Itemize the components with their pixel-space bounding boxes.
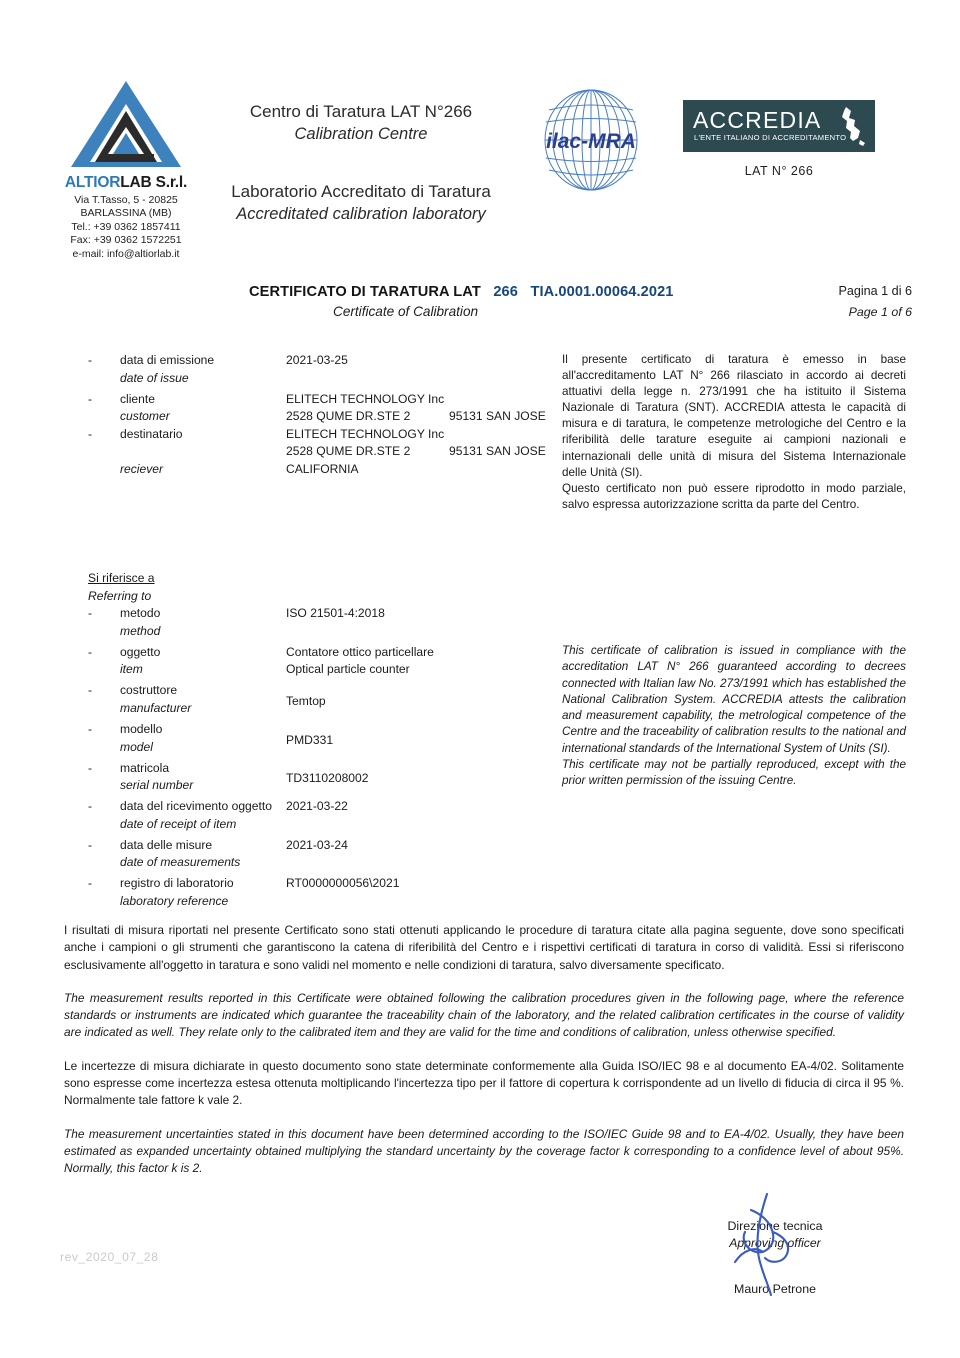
- referring-label-it: registro di laboratorio: [120, 876, 234, 891]
- certificate-number: TIA.0001.00064.2021: [530, 284, 674, 300]
- bullet: -: [88, 760, 93, 775]
- address-line-1: Via T.Tasso, 5 - 20825: [74, 194, 178, 206]
- referring-label-it: modello: [120, 721, 163, 736]
- detail-row-date-of-issue-en: [88, 370, 558, 391]
- referring-row-method: [88, 605, 558, 623]
- ilac-mra-logo: [532, 86, 650, 194]
- bullet: -: [88, 606, 93, 621]
- referring-label-it: data delle misure: [120, 837, 213, 852]
- referring-value-measurement-date: 2021-03-24: [286, 837, 348, 852]
- detail-row-receiver-address: [88, 443, 558, 461]
- detail-value-date-of-issue: 2021-03-25: [286, 353, 348, 367]
- referring-value-item-en: Optical particle counter: [286, 662, 410, 677]
- certificate-title-row: [0, 284, 960, 332]
- referring-label-en: item: [120, 662, 143, 677]
- referring-row-measurement: [88, 837, 558, 855]
- referring-row-receipt-en: [88, 816, 558, 837]
- accredia-box: [683, 100, 875, 152]
- certificate-title-label: CERTIFICATO DI TARATURA LAT: [249, 284, 481, 300]
- referring-row-item: [88, 644, 558, 662]
- detail-row-receiver: [88, 426, 558, 444]
- referring-row-lab-ref-en: [88, 893, 558, 914]
- referring-label-en: serial number: [120, 778, 194, 793]
- italy-map-icon: [838, 105, 868, 147]
- detail-value-receiver-city: 95131 SAN JOSE: [449, 444, 546, 459]
- referring-label-en: model: [120, 739, 153, 754]
- bullet: -: [88, 353, 93, 367]
- footer-paragraph-it-1: I risultati di misura riportati nel presente Certificato sono stati ottenuti applicando le procedure di taratura citate alla pagina seguente, dove sono specificati anche i campioni o gli strumenti che garantiscono la catena di riferibilità del Centro e i rispettivi certificati di taratura in corso di validità. Essi si riferiscono esclusivamente all'oggetto in taratura e sono validi nel momento e nelle condizioni di taratura, salvo diversamente specificato.: [64, 923, 904, 972]
- accreditation-notice-it-p1: Il presente certificato di taratura è emesso in base all'accreditamento LAT N° 266 rilasciato in accordo ai decreti attuativi della legge n. 273/1991 che ha istituito il Sistema Nazionale di Taratura (SNT). ACCREDIA attesta le capacità di misura e di taratura, le competenze metrologiche del Centro e la riferibilità delle tarature eseguite ai campioni nazionali e internazionali delle unità di misura del Sistema Internazionale delle Unità (SI).: [562, 353, 906, 479]
- company-name-blue: ALTIOR: [64, 174, 121, 191]
- referring-label-en: method: [120, 623, 161, 638]
- bullet: -: [88, 391, 93, 406]
- accredia-logo: [683, 100, 875, 178]
- footer-paragraph-en-2: The measurement uncertainties stated in this document have been determined according to the ISO/IEC Guide 98 and to EA-4/02. Usually, they have been estimated as expanded uncertainty obtained multiplying the standard uncertainty by the coverage factor k corresponding to a confidence level of about 95%. Normally, this factor k is 2.: [64, 1126, 904, 1176]
- referring-value-serial: TD3110208002: [286, 771, 369, 786]
- detail-value-receiver-street: 2528 QUME DR.STE 2: [286, 444, 411, 459]
- referring-head-en: Referring to: [88, 588, 152, 603]
- accreditation-notice-it-p2: Questo certificato non può essere riprodotto in modo parziale, salvo espressa autorizzazione scritta da parte del Centro.: [562, 481, 906, 511]
- detail-label-en: date of issue: [120, 370, 189, 385]
- certificate-title-en: Certificate of Calibration: [333, 304, 479, 319]
- address-line-5: e-mail: info@altiorlab.it: [72, 247, 180, 260]
- referring-row-method-en: [88, 623, 558, 644]
- referring-to-block: [88, 570, 558, 914]
- header-titles: [196, 100, 526, 226]
- bullet: -: [88, 683, 93, 698]
- page-indicator-en: Page 1 of 6: [848, 305, 912, 319]
- referring-value-lab-ref: RT0000000056\2021: [286, 876, 400, 891]
- referring-label-it: data del ricevimento oggetto: [120, 799, 272, 814]
- signature-name: Mauro Petrone: [734, 1282, 816, 1296]
- detail-label-it: data di emissione: [120, 353, 215, 367]
- accreditation-notice-en-p2: This certificate may not be partially reproduced, except with the prior written permission of the issuing Centre.: [562, 758, 906, 788]
- document-header: [0, 78, 960, 268]
- page-indicator-it: Pagina 1 di 6: [838, 284, 912, 298]
- referring-head-it-row: [88, 570, 558, 588]
- signature-role-en: Approving officer: [729, 1236, 821, 1250]
- bullet: -: [88, 721, 93, 736]
- ilac-mra-text: ilac-MRA: [546, 130, 636, 153]
- referring-label-it: metodo: [120, 606, 161, 621]
- referring-label-en: laboratory reference: [120, 893, 229, 908]
- accredia-tagline: L'ENTE ITALIANO DI ACCREDITAMENTO: [694, 133, 847, 142]
- referring-label-it: costruttore: [120, 683, 178, 698]
- lab-title-en: Accreditated calibration laboratory: [236, 205, 486, 223]
- signature-block: [655, 1218, 895, 1296]
- address-line-3: Tel.: +39 0362 1857411: [71, 220, 181, 233]
- altiorlab-triangle-logo: [68, 78, 184, 170]
- detail-row-date-of-issue: [88, 352, 558, 370]
- address-line-2: BARLASSINA (MB): [80, 207, 172, 220]
- bullet: -: [88, 837, 93, 852]
- referring-value-receipt-date: 2021-03-22: [286, 799, 348, 814]
- detail-value-receiver-name: ELITECH TECHNOLOGY Inc: [286, 426, 445, 441]
- detail-value-customer-street: 2528 QUME DR.STE 2: [286, 409, 411, 424]
- referring-label-en: manufacturer: [120, 700, 192, 715]
- signature-role-it: Direzione tecnica: [727, 1219, 823, 1233]
- lab-title-it: Laboratorio Accreditato di Taratura: [231, 182, 491, 201]
- referring-row-manufacturer-en: [88, 693, 558, 721]
- accreditation-notice-en: [562, 643, 906, 790]
- detail-row-customer: [88, 391, 558, 409]
- issue-details-block: [88, 352, 558, 479]
- accreditation-notice-en-p1: This certificate of calibration is issued in compliance with the accreditation LAT N° 266 guaranteed according to decrees connected with Italian law No. 273/1991 which has established the National Calibration System. ACCREDIA attests the calibration and measurement capability, the metrological competence of the Centre and the traceability of calibration results to the national and international standards of the International System of Units (SI).: [562, 644, 906, 755]
- footer-paragraphs: [64, 922, 904, 1194]
- bullet: -: [88, 876, 93, 891]
- referring-row-receipt: [88, 798, 558, 816]
- detail-value-customer-city: 95131 SAN JOSE: [449, 409, 546, 424]
- company-name-dark: LAB S.r.l.: [120, 174, 188, 191]
- detail-label-it: cliente: [120, 391, 155, 406]
- certificate-lat-code: 266: [493, 284, 518, 300]
- detail-value-receiver-state: CALIFORNIA: [286, 461, 359, 476]
- referring-value-manufacturer: Temtop: [286, 693, 326, 708]
- centre-title-en: Calibration Centre: [294, 125, 428, 143]
- detail-label-en: reciever: [120, 461, 164, 476]
- referring-row-item-en: [88, 661, 558, 682]
- address-line-4: Fax: +39 0362 1572251: [70, 234, 182, 247]
- referring-label-en: date of receipt of item: [120, 816, 237, 831]
- bullet: -: [88, 644, 93, 659]
- referring-head-it: Si riferisce a: [88, 571, 155, 585]
- referring-row-measurement-en: [88, 854, 558, 875]
- referring-value-method: ISO 21501-4:2018: [286, 606, 385, 621]
- bullet: -: [88, 426, 93, 441]
- accreditation-notice-it: [562, 352, 906, 513]
- referring-row-serial-en: [88, 771, 558, 798]
- detail-row-customer-address: [88, 408, 558, 426]
- referring-label-it: oggetto: [120, 644, 161, 659]
- company-name: [42, 174, 210, 192]
- referring-row-model-en: [88, 732, 558, 760]
- footer-paragraph-en-1: The measurement results reported in this Certificate were obtained following the calibration procedures given in the following page, where the reference standards or instruments are indicated which guarantee the traceability chain of the laboratory, and the related calibration certificates in the course of validity are indicated as well. They relate only to the calibrated item and they are valid for the time and conditions of calibration, unless otherwise specified.: [64, 990, 904, 1040]
- detail-value-customer-name: ELITECH TECHNOLOGY Inc: [286, 391, 445, 406]
- lat-number: LAT N° 266: [744, 164, 814, 178]
- referring-label-en: date of measurements: [120, 855, 241, 870]
- referring-value-model: PMD331: [286, 732, 334, 747]
- detail-label-it: destinatario: [120, 426, 183, 441]
- letterhead: [42, 78, 210, 261]
- footer-paragraph-it-2: Le incertezze di misura dichiarate in questo documento sono state determinate conformemente alla Guida ISO/IEC 98 e al documento EA-4/02. Solitamente sono espresse come incertezza estesa ottenuta moltiplicando l'incertezza tipo per il fattore di copertura k corrispondente ad un livello di fiducia di circa il 95 %. Normalmente tale fattore k vale 2.: [64, 1058, 904, 1108]
- revision-footer: rev_2020_07_28: [60, 1250, 159, 1264]
- centre-title-it: Centro di Taratura LAT N°266: [249, 102, 473, 121]
- referring-row-lab-ref: [88, 875, 558, 893]
- referring-label-it: matricola: [120, 760, 170, 775]
- accredia-name: ACCREDIA: [693, 107, 822, 133]
- referring-value-item-it: Contatore ottico particellare: [286, 644, 434, 659]
- detail-row-receiver-state: [88, 461, 558, 479]
- referring-head-en-row: [88, 588, 558, 606]
- certificate-title-it: [249, 284, 674, 300]
- bullet: -: [88, 799, 93, 814]
- detail-label-en: customer: [120, 409, 170, 424]
